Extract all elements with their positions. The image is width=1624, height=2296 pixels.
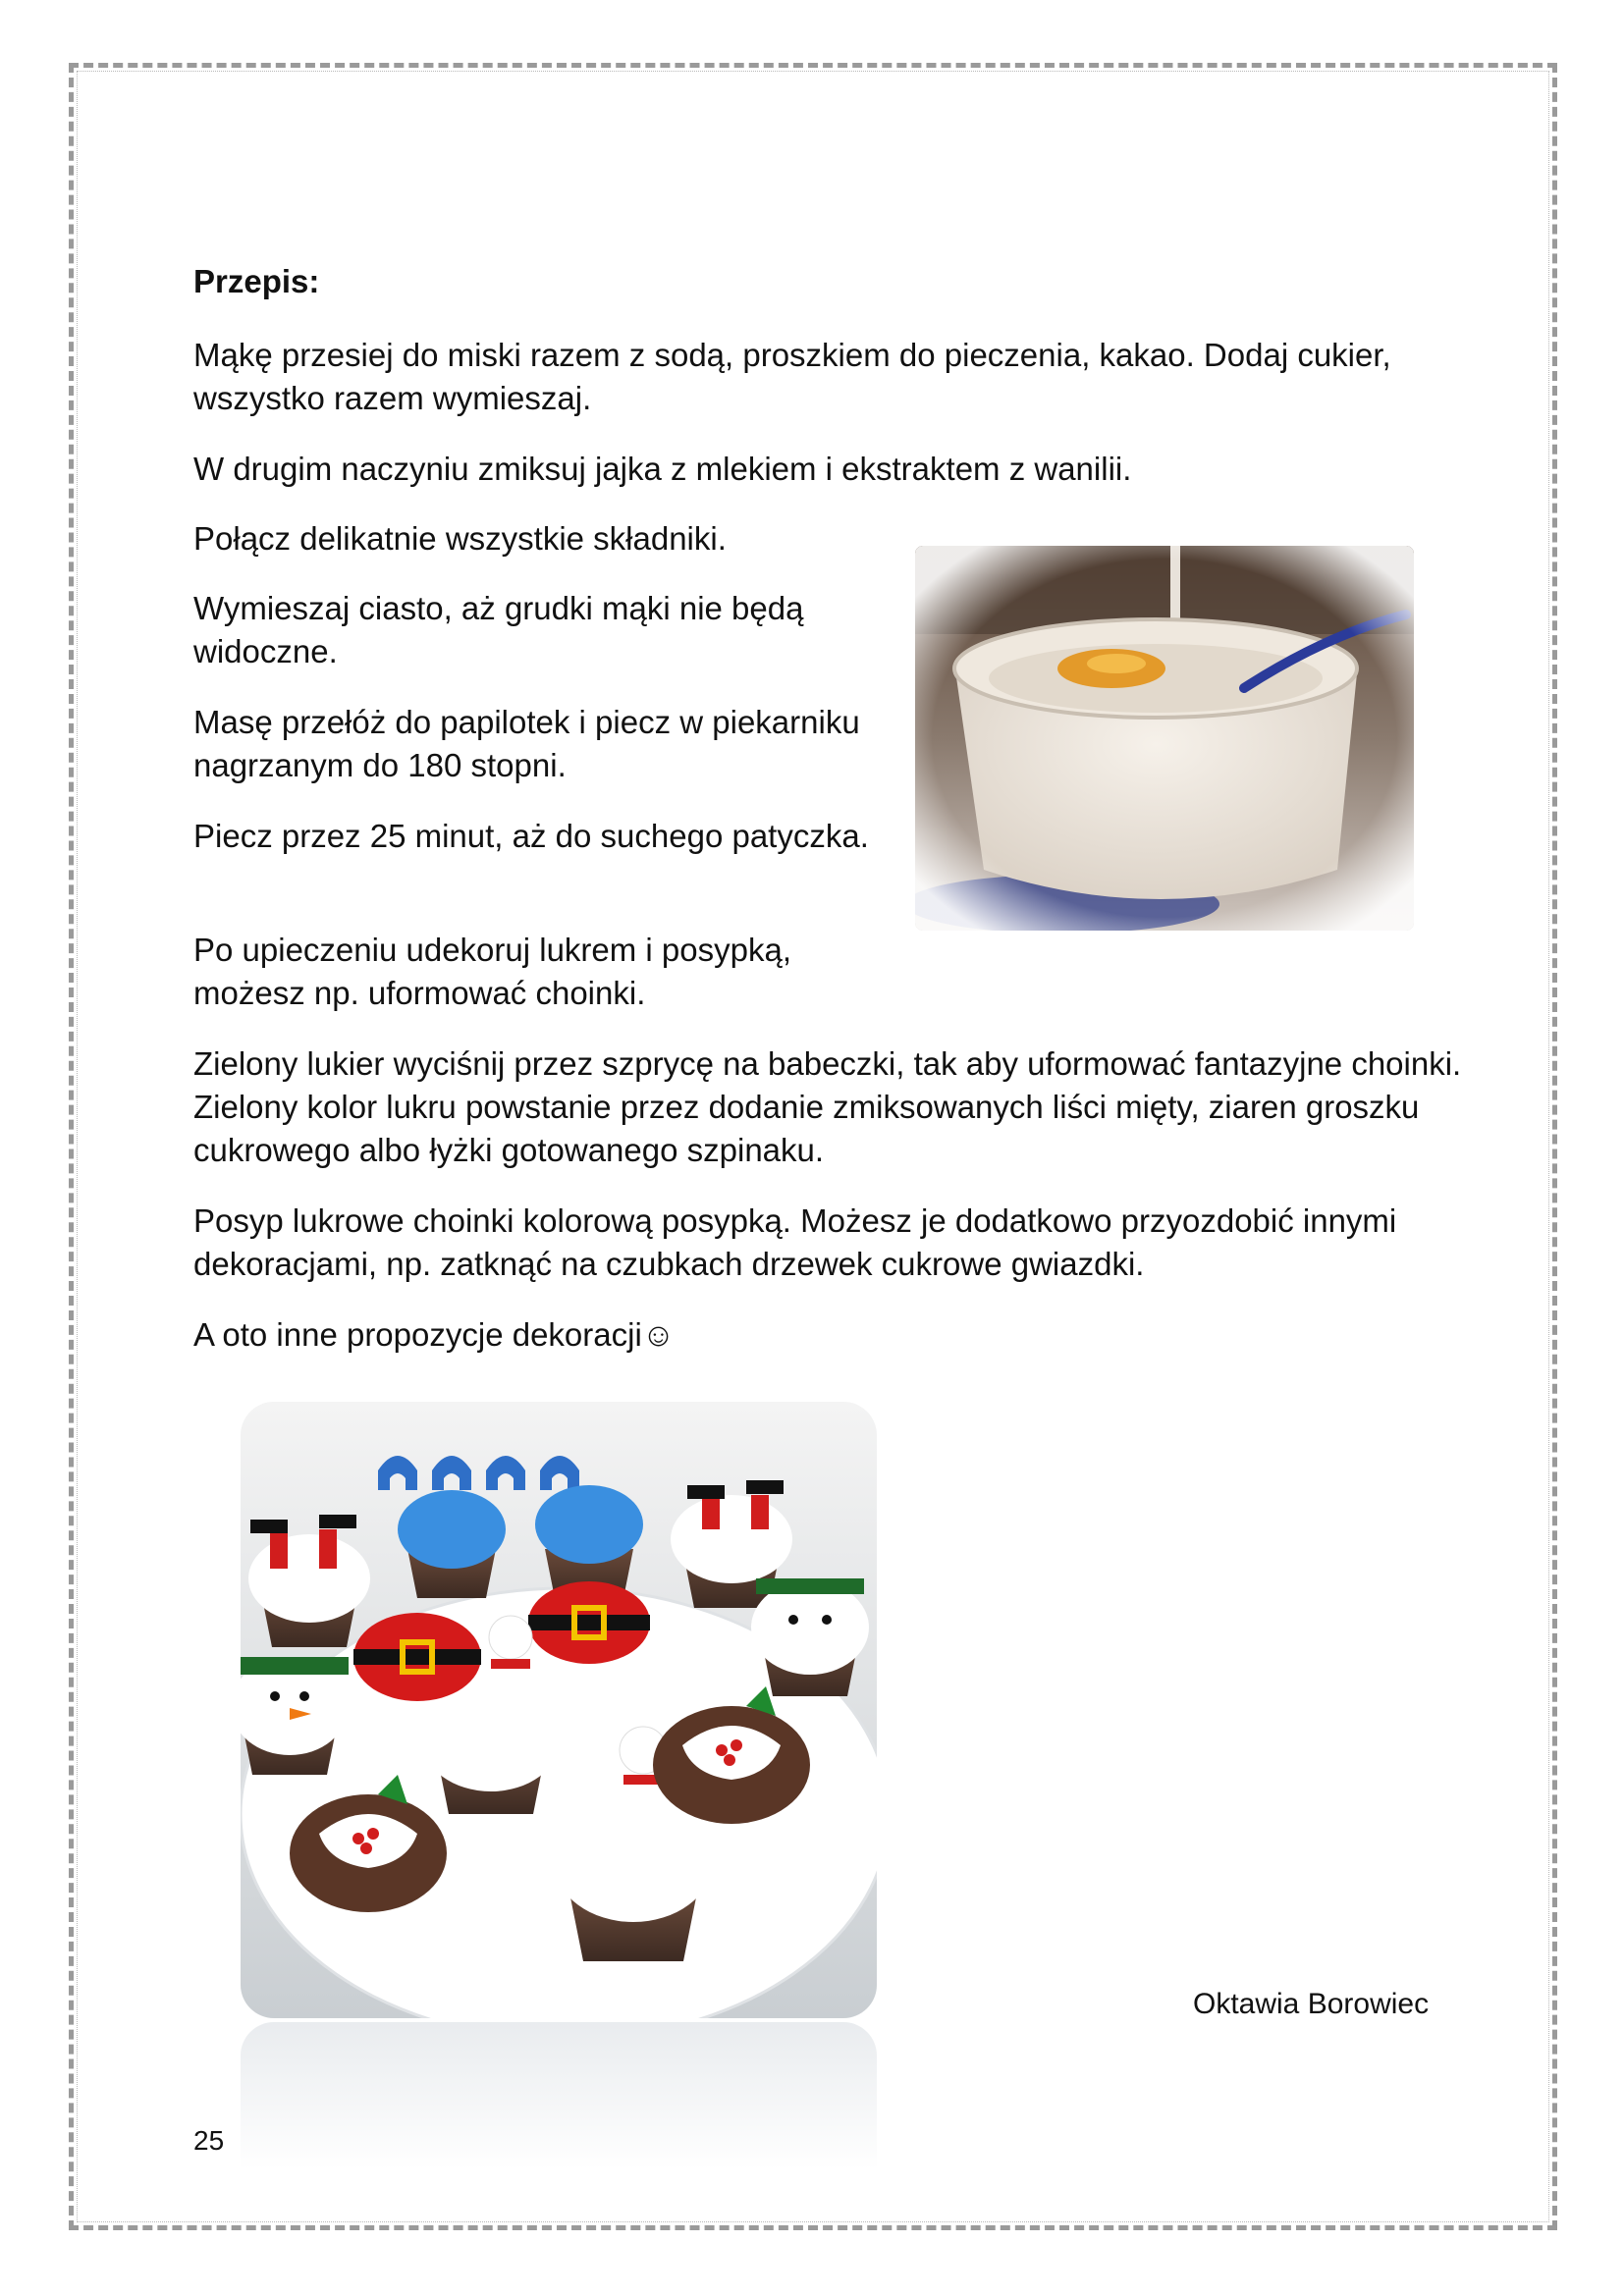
recipe-step-sift-flour: Mąkę przesiej do miski razem z sodą, proszkiem do pieczenia, kakao. Dodaj cukier, wszystko razem wymieszaj. [193,337,1391,416]
recipe-step-green-icing: Zielony lukier wyciśnij przez szprycę na babeczki, tak aby uformować fantazyjne choinki. Zielony kolor lukru powstanie przez dodanie zmiksowanych liści mięty, ziaren groszku cukrowego albo łyżki gotowanego szpinaku. [193,1045,1462,1168]
decoration-ideas-intro: A oto inne propozycje dekoracji☺ [193,1316,676,1353]
cupcakes-photo-reflection [241,2022,877,2169]
christmas-cupcakes-photo [241,1402,877,2018]
recipe-step-mix-eggs: W drugim naczyniu zmiksuj jajka z mlekiem i ekstraktem z wanilii. [193,451,1132,487]
recipe-step-oven: Masę przełóż do papilotek i piecz w piekarniku nagrzanym do 180 stopni. [193,704,860,783]
recipe-step-decorate: Po upieczeniu udekoruj lukrem i posypką, możesz np. uformować choinki. [193,932,792,1011]
page-number: 25 [193,2125,225,2156]
mixing-bowl-photo [915,546,1414,931]
recipe-heading: Przepis: [193,263,320,299]
recipe-step-sprinkles: Posyp lukrowe choinki kolorową posypką. Możesz je dodatkowo przyozdobić innymi dekoracjami, np. zatknąć na czubkach drzewek cukrowe gwiazdki. [193,1202,1397,1282]
recipe-step-combine: Połącz delikatnie wszystkie składniki. [193,520,727,557]
author-name: Oktawia Borowiec [1193,1988,1430,2020]
recipe-step-bake-time: Piecz przez 25 minut, aż do suchego patyczka. [193,818,869,854]
recipe-step-mix-dough: Wymieszaj ciasto, aż grudki mąki nie będą widoczne. [193,590,804,669]
